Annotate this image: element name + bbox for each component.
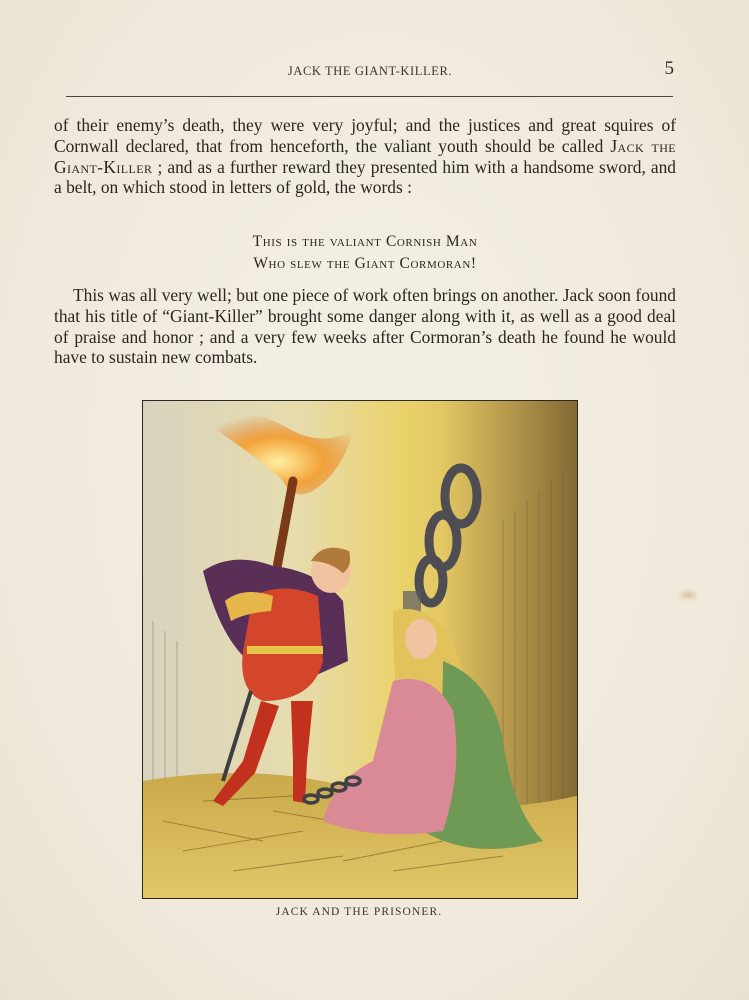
verse-line-1: This is the valiant Cornish Man [252, 233, 478, 250]
illustration-plate [142, 400, 578, 899]
paragraph-1 [54, 115, 676, 198]
paragraph-1-part-1: of their enemy’s death, they were very joyful; and the justices and great squires of Cornwall declared, that from henceforth, the valiant youth should be called [54, 115, 676, 156]
paragraph-2 [54, 285, 676, 368]
paragraph-2-text: This was all very well; but one piece of work often brings on another. Jack soon found that his title of “Giant-Killer” brought some danger along with it, as well as a good deal of praise and honor ; and a very few weeks after Cormoran’s death he found he would have to sustain new combats. [54, 285, 676, 368]
illustration-image [143, 401, 577, 898]
paper-stain [676, 588, 700, 602]
prisoner-head [405, 619, 437, 659]
verse-line-2: Who slew the Giant Cormoran! [253, 254, 477, 272]
jack-belt [247, 646, 323, 654]
running-title: JACK THE GIANT-KILLER. [287, 64, 453, 78]
hero-name: Jack the Giant-Killer [54, 135, 677, 177]
paragraph-1-part-2: ; and as a further reward they presented him with a handsome sword, and a belt, on which stood in letters of gold, the words : [54, 156, 676, 198]
belt-inscription [54, 231, 676, 274]
header-rule [66, 96, 673, 97]
illustration-caption: JACK AND THE PRISONER. [275, 906, 443, 918]
page-number: 5 [664, 58, 674, 79]
running-head [66, 58, 674, 84]
